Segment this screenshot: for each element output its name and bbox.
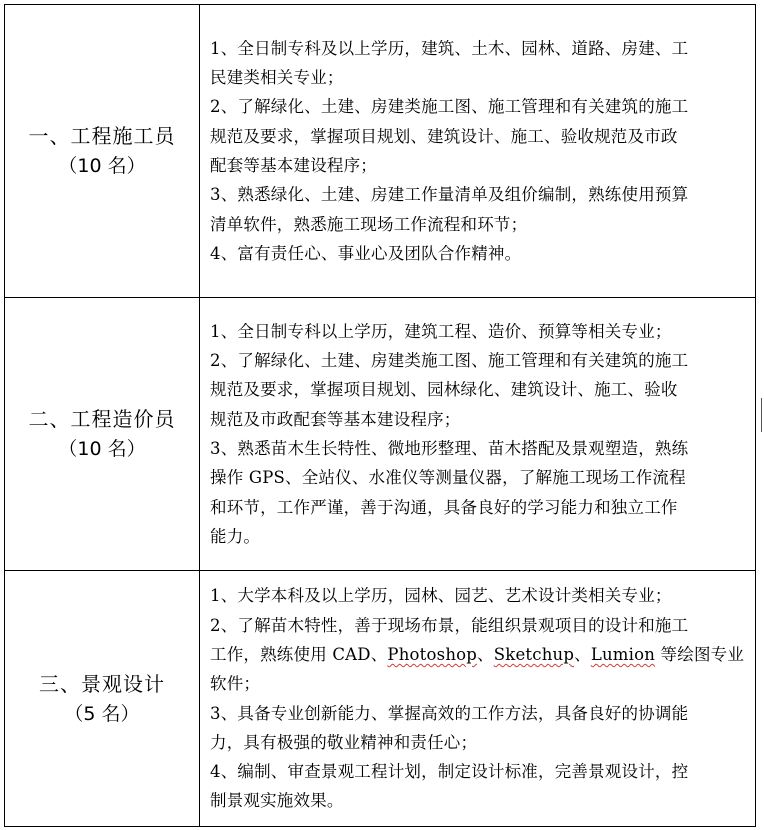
requirement-line: 能力。	[210, 526, 261, 546]
requirement-line: 2、了解苗木特性，善于现场布景，能组织景观项目的设计和施工	[210, 615, 689, 635]
requirement-line: 4、富有责任心、事业心及团队合作精神。	[210, 243, 522, 263]
requirement-line: 3、熟悉绿化、土建、房建工作量清单及组价编制，熟练使用预算	[210, 185, 689, 205]
table-row	[5, 5, 756, 298]
requirement-line: 4、编制、审查景观工程计划，制定设计标准，完善景观设计，控	[210, 762, 689, 782]
position-title-cell	[5, 5, 200, 298]
position-count: （10 名）	[58, 155, 146, 177]
requirement-line: 1、全日制专科及以上学历，建筑、土木、园林、道路、房建、工	[210, 38, 689, 58]
requirement-line: 规范及市政配套等基本建设程序；	[210, 409, 461, 429]
requirement-line: 1、大学本科及以上学历，园林、园艺、艺术设计类相关专业；	[210, 586, 672, 606]
requirement-line: 规范及要求，掌握项目规划、园林绿化、建筑设计、施工、验收	[210, 380, 678, 400]
requirements-cell	[200, 298, 756, 571]
requirements-cell	[200, 571, 756, 827]
spellcheck-underline: Lumion	[590, 644, 656, 664]
requirement-line: 2、了解绿化、土建、房建类施工图、施工管理和有关建筑的施工	[210, 351, 689, 371]
requirements-cell	[200, 5, 756, 298]
job-requirements-table	[4, 4, 756, 827]
position-name: 三、景观设计	[39, 671, 165, 696]
requirement-line: 2、了解绿化、土建、房建类施工图、施工管理和有关建筑的施工	[210, 97, 689, 117]
requirement-line: 1、全日制专科以上学历，建筑工程、造价、预算等相关专业；	[210, 321, 672, 341]
requirement-line: 配套等基本建设程序；	[210, 156, 377, 175]
requirement-line: 3、具备专业创新能力、掌握高效的工作方法，具备良好的协调能	[210, 703, 689, 723]
table-row	[5, 571, 756, 827]
position-title-cell	[5, 298, 200, 571]
software-text: 工作，熟练使用 CAD、Photoshop、Sketchup、Lumion 等绘图专业	[210, 644, 745, 664]
requirement-line: 制景观实施效果。	[210, 791, 344, 811]
requirement-line: 清单软件，熟悉施工现场工作流程和环节；	[210, 214, 528, 234]
spellcheck-underline: Photoshop	[387, 644, 478, 664]
page-edge-mark	[761, 398, 762, 432]
requirement-line: 规范及要求，掌握项目规划、建筑设计、施工、验收规范及市政	[210, 126, 678, 146]
position-count: （10 名）	[58, 438, 146, 460]
position-name: 二、工程造价员	[28, 407, 176, 431]
spellcheck-underline: Sketchup	[493, 644, 575, 664]
requirement-line: 软件；	[210, 674, 261, 694]
position-count: （5 名）	[64, 702, 140, 725]
requirement-line: 和环节，工作严谨，善于沟通，具备良好的学习能力和独立工作	[210, 497, 678, 517]
requirement-line-software	[210, 640, 747, 669]
position-name: 一、工程施工员	[28, 124, 176, 148]
table-row	[5, 298, 756, 571]
requirement-line: 操作 GPS、全站仪、水准仪等测量仪器，了解施工现场工作流程	[210, 468, 686, 488]
position-title-cell	[5, 571, 200, 827]
requirement-line: 3、熟悉苗木生长特性、微地形整理、苗木搭配及景观塑造，熟练	[210, 439, 689, 458]
requirement-line: 民建类相关专业；	[210, 68, 344, 88]
requirement-line: 力，具有极强的敬业精神和责任心；	[210, 732, 478, 752]
